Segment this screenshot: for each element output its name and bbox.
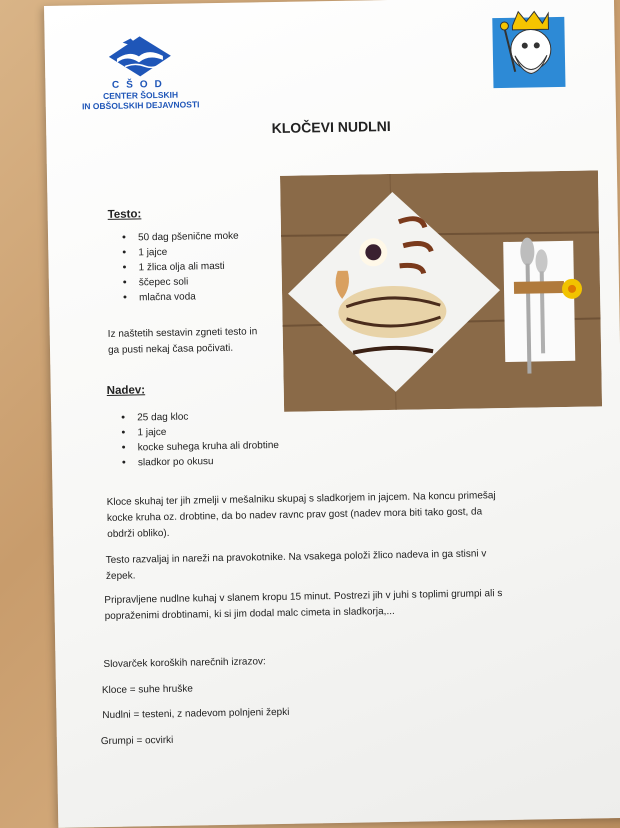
list-item: • 50 dag pšenične moke — [108, 229, 239, 246]
glossary-heading: Slovarček koroških narečnih izrazov: — [103, 656, 266, 671]
nadev-heading: Nadev: — [106, 384, 146, 397]
logo-line-1: CENTER ŠOLSKIH — [102, 89, 179, 101]
text-line: popraženimi drobtinami, ki si jim dodal malc cimeta in sladkorja,... — [104, 605, 395, 623]
logo-line-2: IN OBŠOLSKIH DEJAVNOSTI — [81, 99, 200, 112]
instructions-paragraph-3 — [104, 585, 566, 625]
testo-note-line: Iz naštetih sestavin zgneti testo in — [107, 326, 258, 340]
text-line: kocke kruha oz. drobtine, da bo nadev ravnc prav gost (nadev mora biti tako gost, da — [106, 506, 483, 524]
glossary-entry: Kloce = suhe hruške — [101, 683, 193, 697]
text-line: obdrži obliko). — [107, 527, 170, 540]
text-line: Pripravljene nudlne kuhaj v slanem kropu 15 minut. Postrezi jih v juhi s toplimi grumpi ali s — [104, 588, 503, 607]
list-item: • mlačna voda — [109, 289, 240, 306]
list-item: • sladkor po okusu — [108, 453, 279, 471]
page-title: KLOČEVI NUDLNI — [271, 117, 391, 137]
list-item: • 1 jajce — [108, 244, 239, 261]
instructions-paragraph-1 — [107, 487, 568, 543]
list-item: • ščepec soli — [109, 274, 240, 291]
recipe-sheet — [44, 0, 620, 828]
bird-logo-icon — [104, 32, 175, 79]
text-line: Kloce skuhaj ter jih zmelji v mešalniku skupaj s sladkorjem in jajcem. Na koncu primešaj — [106, 490, 496, 508]
nadev-ingredient-list — [107, 408, 279, 471]
dish-photo — [280, 170, 602, 412]
list-item: • 1 jajce — [107, 423, 278, 441]
king-illustration — [490, 9, 567, 90]
glossary-entry: Grumpi = ocvirki — [100, 734, 174, 748]
testo-ingredient-list — [108, 229, 240, 306]
list-item: • kocke suhega kruha ali drobtine — [108, 438, 279, 456]
testo-note — [108, 324, 258, 359]
list-item: • 25 dag kloc — [107, 408, 278, 426]
text-line: žepek. — [105, 570, 136, 583]
text-line: Testo razvaljaj in nareži na pravokotnike. Na vsakega položi žlico nadeva in ga stisni v — [105, 548, 487, 567]
list-item: • 1 žlica olja ali masti — [108, 259, 239, 276]
logo-abbreviation: CŠOD — [111, 78, 169, 91]
csod-logo — [74, 31, 205, 111]
instructions-paragraph-2 — [106, 545, 566, 585]
testo-heading: Testo: — [107, 208, 142, 221]
testo-note-line: ga pusti nekaj časa počivati. — [107, 342, 234, 356]
glossary-entry: Nudlni = testeni, z nadevom polnjeni žepki — [102, 706, 290, 722]
